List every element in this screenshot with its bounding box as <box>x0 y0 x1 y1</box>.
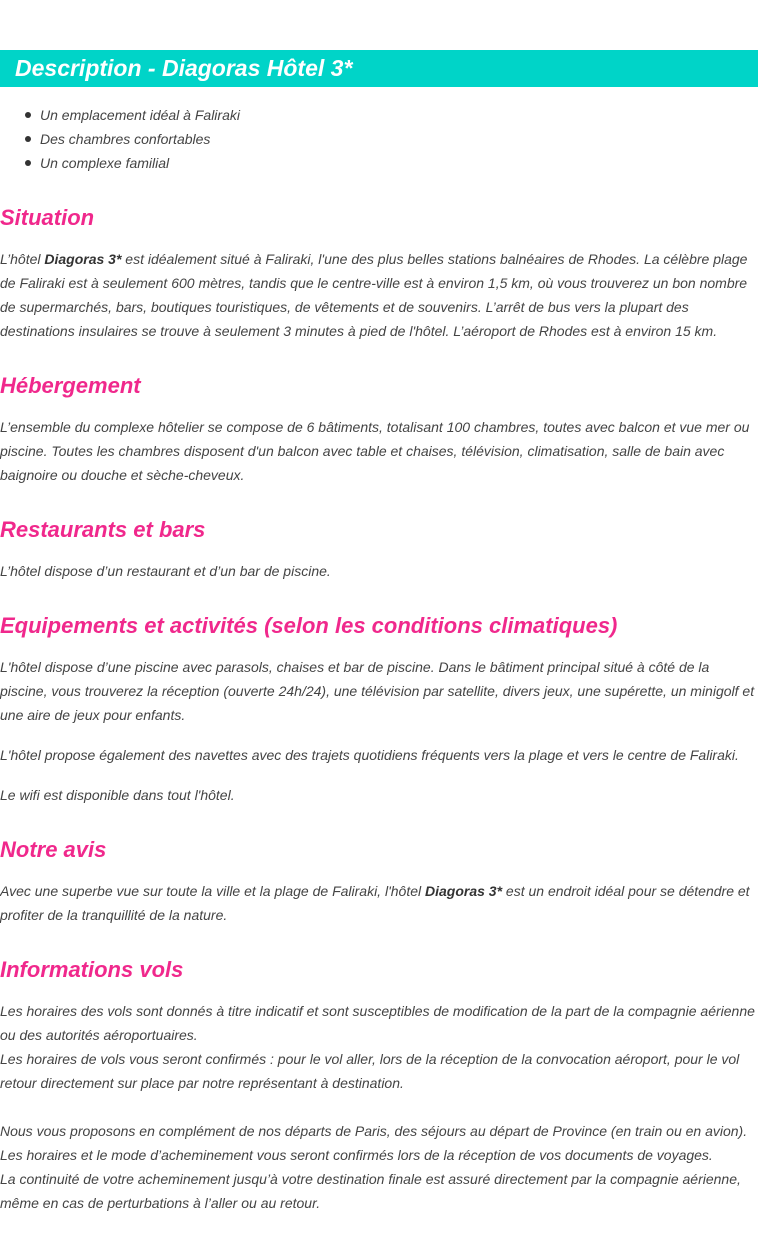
situation-text <box>0 247 758 343</box>
restaurants-heading: Restaurants et bars <box>0 517 206 542</box>
description-banner <box>0 50 758 87</box>
vols-text-3: Nous vous proposons en complément de nos départs de Paris, des séjours au départ de Province (en train ou en avion). <box>0 1123 748 1139</box>
equipements-heading: Equipements et activités (selon les conditions climatiques) <box>0 613 618 638</box>
list-item: Des chambres confortables <box>0 127 240 151</box>
situation-heading: Situation <box>0 205 95 230</box>
vols-text-1: Les horaires des vols sont donnés à titre indicatif et sont susceptibles de modification de la part de la compagnie aérienne ou des autorités aéroportuaires. <box>0 1003 755 1043</box>
page-title: Description - Diagoras Hôtel 3* <box>15 55 353 81</box>
situation-body: est idéalement situé à Faliraki, l'une des plus belles stations balnéaires de Rhodes. La célèbre plage de Faliraki est à seulement 600 mètres, tandis que le centre-ville est à environ 1,5 km, où vous trouverez un bon nombre de supermarchés, bars, boutiques touristiques, de vêtements et de souvenirs. L’arrêt de bus vers la plupart des destinations insulaires se trouve à seulement 3 minutes à pied de l'hôtel. L’aéroport de Rhodes est à environ 15 km. <box>0 251 748 339</box>
vols-heading: Informations vols <box>0 957 184 982</box>
hotel-name: Diagoras 3* <box>425 883 503 899</box>
highlights-list <box>0 103 240 175</box>
hebergement-heading: Hébergement <box>0 373 141 398</box>
avis-intro: Avec une superbe vue sur toute la ville et la plage de Faliraki, l'hôtel <box>0 883 425 899</box>
hotel-name: Diagoras 3* <box>44 251 122 267</box>
avis-text <box>0 879 758 927</box>
list-item: Un complexe familial <box>0 151 240 175</box>
vols-text-2: Les horaires de vols vous seront confirmés : pour le vol aller, lors de la réception de la convocation aéroport, pour le vol retour directement sur place par notre représentant à destination. <box>0 1051 740 1091</box>
vols-text-4: Les horaires et le mode d’acheminement vous seront confirmés lors de la réception de vos documents de voyages. <box>0 1147 713 1163</box>
restaurants-text: L’hôtel dispose d’un restaurant et d’un bar de piscine. <box>0 563 331 579</box>
avis-body: est un endroit idéal pour se détendre et profiter de la tranquillité de la nature. <box>0 883 750 923</box>
equipements-text-1: L'hôtel dispose d’une piscine avec parasols, chaises et bar de piscine. Dans le bâtiment principal situé à côté de la piscine, vous trouverez la réception (ouverte 24h/24), une télévision par satellite, divers jeux, une supérette, un minigolf et une aire de jeux pour enfants. <box>0 659 755 723</box>
list-item: Un emplacement idéal à Faliraki <box>0 103 240 127</box>
situation-intro: L’hôtel <box>0 251 45 267</box>
hebergement-text: L’ensemble du complexe hôtelier se compose de 6 bâtiments, totalisant 100 chambres, toutes avec balcon et vue mer ou piscine. Toutes les chambres disposent d'un balcon avec table et chaises, télévision, climatisation, salle de bain avec baignoire ou douche et sèche-cheveux. <box>0 419 750 483</box>
avis-heading: Notre avis <box>0 837 107 862</box>
vols-text-5: La continuité de votre acheminement jusqu’à votre destination finale est assuré directement par la compagnie aérienne, même en cas de perturbations à l’aller ou au retour. <box>0 1171 741 1211</box>
equipements-text-3: Le wifi est disponible dans tout l'hôtel. <box>0 787 235 803</box>
equipements-text-2: L'hôtel propose également des navettes avec des trajets quotidiens fréquents vers la plage et vers le centre de Faliraki. <box>0 747 739 763</box>
